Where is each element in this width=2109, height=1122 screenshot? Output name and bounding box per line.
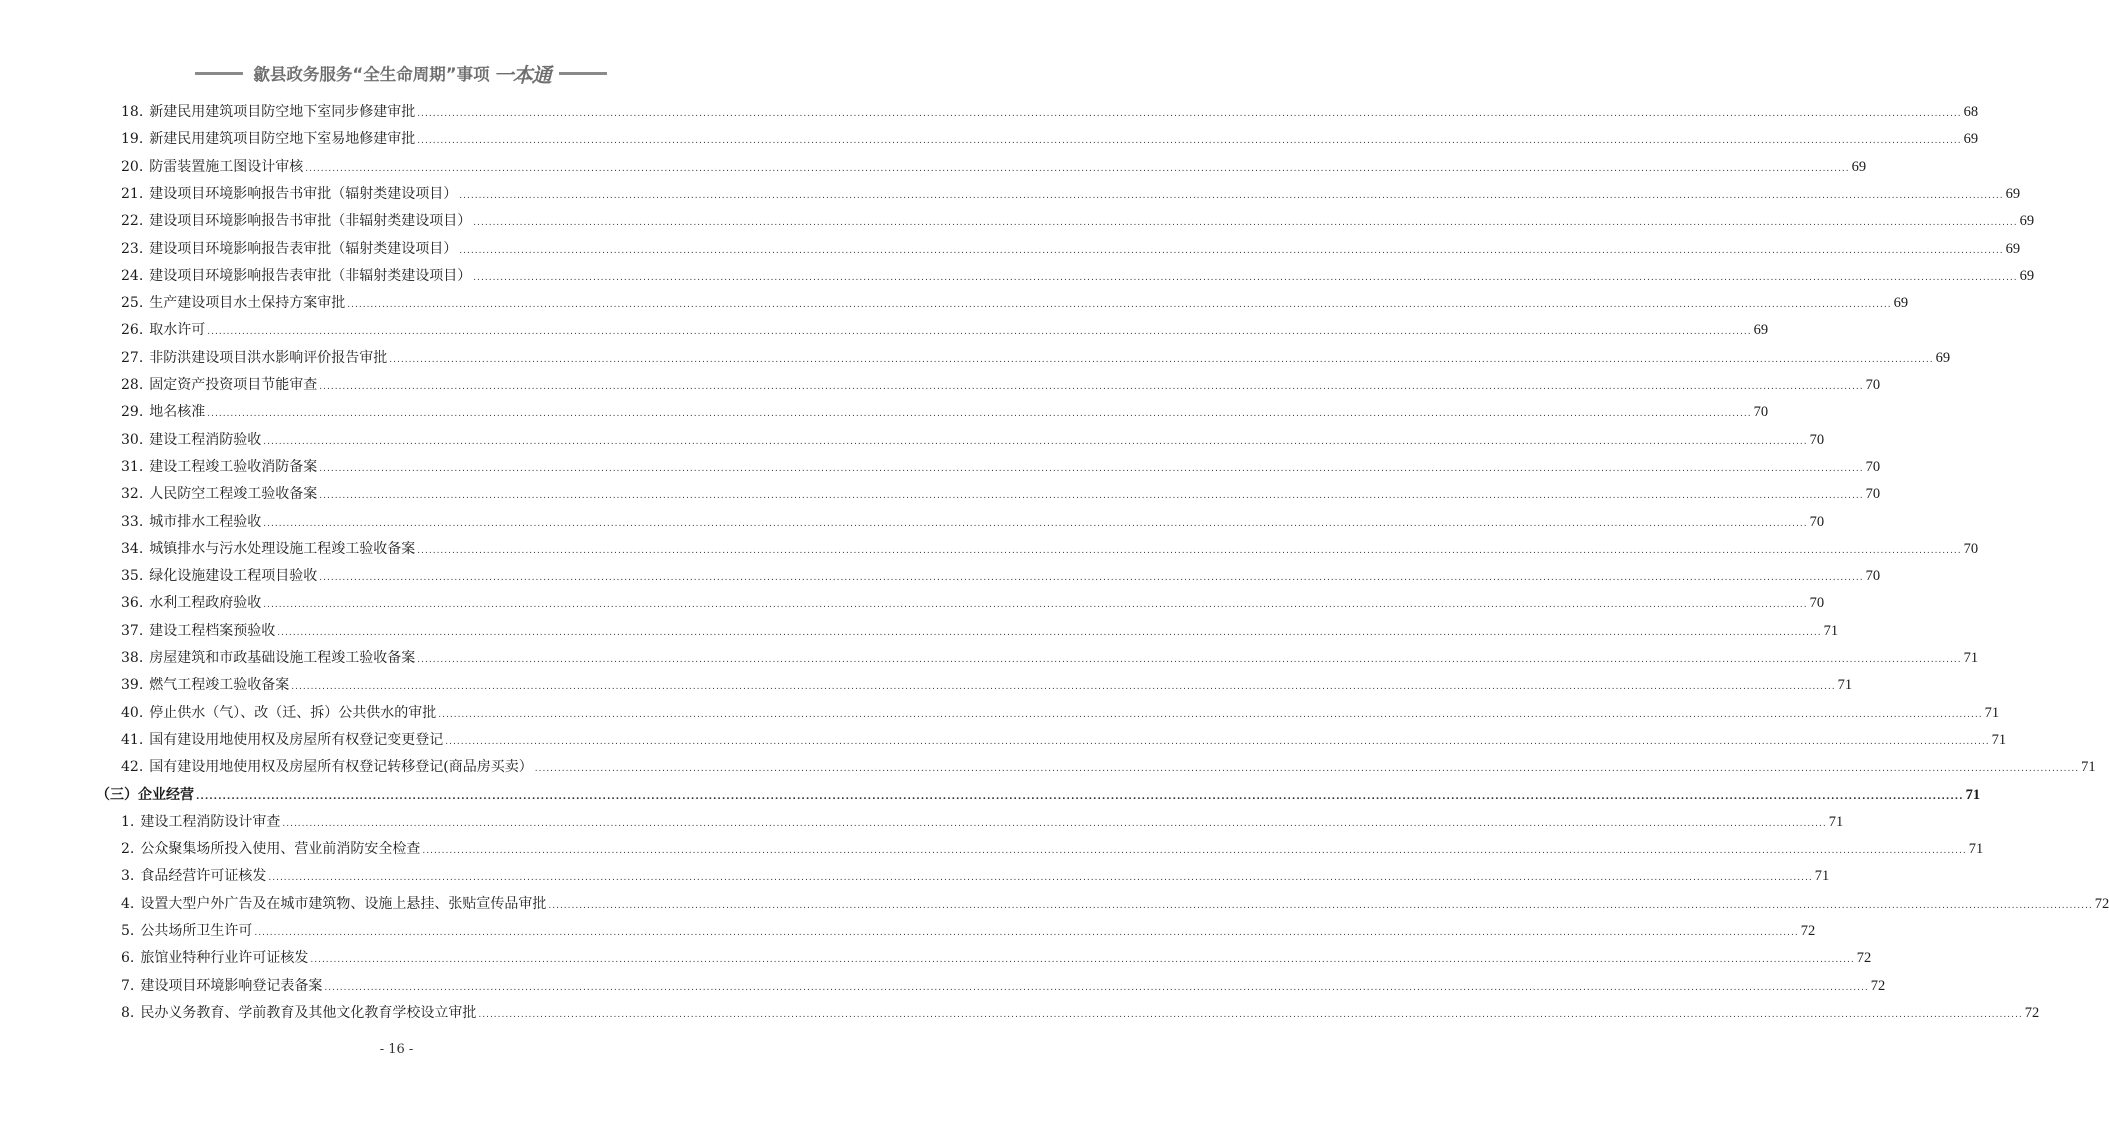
toc-entry-title: 新建民用建筑项目防空地下室易地修建审批 — [149, 131, 416, 148]
toc-entry-title: 固定资产投资项目节能审查 — [149, 377, 318, 393]
toc-leader-dots: ................................................................................................................................................................................................................................................................................................................................................................................................................ — [263, 436, 1808, 447]
toc-page-number: 71 — [1968, 841, 1984, 858]
toc-entry-number: 33. — [121, 513, 144, 530]
toc-entry-title: 设置大型户外广告及在城市建筑物、设施上悬挂、张贴宣传品审批 — [140, 895, 547, 912]
toc-leader-dots: ................................................................................................................................................................................................................................................................................................................................................................................................................ — [389, 354, 1934, 365]
toc-entry-title: 停止供水（气）、改（迁、拆）公共供水的审批 — [149, 704, 437, 721]
toc-entry[interactable] — [121, 317, 1769, 344]
toc-leader-dots: ................................................................................................................................................................................................................................................................................................................................................................................................................ — [291, 682, 1836, 693]
toc-entry[interactable] — [121, 99, 1979, 126]
toc-section-heading[interactable] — [96, 782, 1981, 809]
toc-leader-dots: ................................................................................................................................................................................................................................................................................................................................................................................................................ — [548, 900, 2093, 911]
toc-entry[interactable] — [121, 700, 2000, 727]
toc-entry-title: 取水许可 — [149, 322, 206, 339]
toc-entry[interactable] — [121, 863, 1830, 890]
toc-entry[interactable] — [121, 618, 1839, 645]
toc-leader-dots: ................................................................................................................................................................................................................................................................................................................................................................................................................ — [534, 764, 2080, 775]
toc-page-number: 72 — [2024, 1004, 2040, 1021]
toc-page-number: 70 — [1809, 513, 1825, 530]
header-rule-left — [195, 72, 243, 75]
toc-entry-number: 32. — [121, 486, 144, 503]
toc-entry-number: 20. — [121, 158, 144, 175]
toc-leader-dots: ................................................................................................................................................................................................................................................................................................................................................................................................................ — [417, 109, 1962, 119]
toc-leader-dots: ................................................................................................................................................................................................................................................................................................................................................................................................................ — [473, 272, 2018, 283]
toc-entry-number: 3. — [121, 868, 135, 885]
toc-entry[interactable] — [121, 536, 1979, 563]
toc-page-number: 69 — [1963, 131, 1979, 148]
toc-entry-title: 建设项目环境影响报告书审批（非辐射类建设项目） — [149, 213, 472, 230]
toc-leader-dots: ................................................................................................................................................................................................................................................................................................................................................................................................................ — [254, 928, 1799, 938]
toc-entry-number: 27. — [121, 349, 144, 366]
toc-entry[interactable] — [121, 973, 1886, 1000]
toc-entry-number: 36. — [121, 595, 144, 612]
toc-entry-number: 8. — [121, 1004, 135, 1021]
toc-entry[interactable] — [121, 645, 1979, 672]
toc-page-number: 70 — [1865, 458, 1881, 475]
toc-entry[interactable] — [121, 345, 1951, 372]
toc-leader-dots: ................................................................................................................................................................................................................................................................................................................................................................................................................ — [417, 545, 1962, 556]
toc-entry-title: 公共场所卫生许可 — [140, 923, 253, 939]
toc-leader-dots: ................................................................................................................................................................................................................................................................................................................................................................................................................ — [319, 491, 1864, 502]
toc-leader-dots: ................................................................................................................................................................................................................................................................................................................................................................................................................ — [459, 245, 2004, 256]
page-number: - 16 - — [379, 1042, 414, 1057]
toc-page-number: 69 — [2005, 185, 2021, 202]
toc-entry-title: 旅馆业特种行业许可证核发 — [140, 950, 309, 967]
toc-leader-dots: ................................................................................................................................................................................................................................................................................................................................................................................................................ — [422, 846, 1967, 857]
toc-entry[interactable] — [121, 672, 1853, 699]
toc-leader-dots: ................................................................................................................................................................................................................................................................................................................................................................................................................ — [305, 163, 1850, 174]
header-title: 歙县政务服务“全生命周期”事项 — [253, 65, 490, 84]
toc-leader-dots: ................................................................................................................................................................................................................................................................................................................................................................................................................ — [319, 382, 1864, 392]
toc-page-number: 69 — [2019, 213, 2035, 230]
toc-entry[interactable] — [121, 181, 2021, 208]
toc-entry-title: 房屋建筑和市政基础设施工程竣工验收备案 — [149, 650, 416, 666]
toc-entry-title: 绿化设施建设工程项目验收 — [149, 568, 318, 585]
toc-page-number: 71 — [2081, 759, 2096, 776]
toc-entry-number: 30. — [121, 431, 144, 448]
toc-entry[interactable] — [121, 836, 1984, 863]
toc-entry-title: 人民防空工程竣工验收备案 — [149, 486, 318, 503]
toc-entry-number: 41. — [121, 731, 144, 748]
toc-page-number: 71 — [1965, 786, 1981, 803]
toc-leader-dots: ................................................................................................................................................................................................................................................................................................................................................................................................................ — [263, 518, 1808, 529]
toc-page-number: 72 — [1800, 923, 1816, 939]
toc-entry-title: 建设项目环境影响报告表审批（辐射类建设项目） — [149, 240, 458, 257]
toc-entry-title: 公众聚集场所投入使用、营业前消防安全检查 — [140, 841, 421, 858]
toc-entry-number: 19. — [121, 131, 144, 148]
toc-leader-dots: ................................................................................................................................................................................................................................................................................................................................................................................................................ — [347, 300, 1892, 311]
toc-leader-dots: ................................................................................................................................................................................................................................................................................................................................................................................................................ — [207, 327, 1752, 338]
toc-entry-number: 1. — [121, 813, 135, 830]
toc-entry-title: 生产建设项目水土保持方案审批 — [149, 295, 346, 312]
toc-page-number: 70 — [1809, 595, 1825, 612]
toc-entry[interactable] — [121, 509, 1825, 536]
toc-leader-dots: ................................................................................................................................................................................................................................................................................................................................................................................................................ — [478, 1009, 2023, 1020]
toc-entry-title: 防雷装置施工图设计审核 — [149, 158, 304, 175]
toc-entry-number: 24. — [121, 267, 144, 284]
toc-page-number: 71 — [1963, 650, 1979, 666]
toc-entry-number: 2. — [121, 841, 135, 858]
toc-entry[interactable] — [121, 563, 1881, 590]
toc-leader-dots: ................................................................................................................................................................................................................................................................................................................................................................................................................ — [438, 709, 1983, 720]
toc-entry-number: 39. — [121, 677, 144, 694]
toc-entry-number: 23. — [121, 240, 144, 257]
toc-page-number: 69 — [1935, 349, 1951, 366]
header-rule-right — [559, 72, 607, 75]
toc-leader-dots: ................................................................................................................................................................................................................................................................................................................................................................................................................ — [324, 982, 1869, 993]
toc-entry-number: 31. — [121, 458, 144, 475]
toc-entry-title: 民办义务教育、学前教育及其他文化教育学校设立审批 — [140, 1004, 477, 1021]
toc-page-number: 70 — [1809, 431, 1825, 448]
toc-page-number: 71 — [1984, 704, 2000, 721]
toc-page-number: 71 — [1828, 813, 1844, 830]
toc-entry[interactable] — [121, 481, 1881, 508]
toc-entry[interactable] — [121, 918, 1816, 945]
toc-page-number: 71 — [1823, 622, 1839, 639]
toc-entry[interactable] — [121, 809, 1844, 836]
toc-entry-title: 非防洪建设项目洪水影响评价报告审批 — [149, 349, 388, 366]
toc-entry[interactable] — [121, 727, 2007, 754]
toc-entry[interactable] — [121, 427, 1825, 454]
toc-page-number: 70 — [1865, 377, 1881, 393]
toc-entry-number: 42. — [121, 759, 144, 776]
header-brand-logo: 一本通 — [493, 62, 551, 87]
toc-leader-dots: ................................................................................................................................................................................................................................................................................................................................................................................................................ — [196, 791, 1964, 802]
toc-entry-title: 建设工程消防验收 — [149, 431, 262, 448]
toc-entry[interactable] — [121, 399, 1769, 426]
toc-leader-dots: ................................................................................................................................................................................................................................................................................................................................................................................................................ — [319, 573, 1864, 584]
toc-entry-title: 建设工程档案预验收 — [149, 622, 276, 639]
toc-entry-number: 5. — [121, 923, 135, 939]
toc-page-number: 68 — [1963, 104, 1979, 120]
toc-page-number: 70 — [1865, 568, 1881, 585]
toc-entry[interactable] — [121, 208, 2035, 235]
toc-page-number: 71 — [1837, 677, 1853, 694]
toc-entry-number: 18. — [121, 104, 144, 120]
toc-entry-title: 国有建设用地使用权及房屋所有权登记变更登记 — [149, 731, 444, 748]
toc-entry-title: 食品经营许可证核发 — [140, 868, 267, 885]
toc-entry[interactable] — [121, 891, 2109, 918]
toc-leader-dots: ................................................................................................................................................................................................................................................................................................................................................................................................................ — [207, 409, 1752, 420]
toc-entry-title: 建设工程消防设计审查 — [140, 813, 281, 830]
toc-page-number: 71 — [1814, 868, 1830, 885]
toc-entry[interactable] — [121, 236, 2021, 263]
toc-entry-title: 建设项目环境影响报告书审批（辐射类建设项目） — [149, 185, 458, 202]
toc-page-number: 69 — [2019, 267, 2035, 284]
toc-page-number: 69 — [2005, 240, 2021, 257]
toc-page-number: 69 — [1893, 295, 1909, 312]
toc-entry-number: 40. — [121, 704, 144, 721]
toc-entry-number: 7. — [121, 977, 135, 994]
toc-entry[interactable] — [121, 754, 2096, 781]
toc-leader-dots: ................................................................................................................................................................................................................................................................................................................................................................................................................ — [277, 627, 1822, 638]
toc-entry-title: 城镇排水与污水处理设施工程竣工验收备案 — [149, 540, 416, 557]
toc-entry-title: 建设项目环境影响报告表审批（非辐射类建设项目） — [149, 267, 472, 284]
toc-entry[interactable] — [121, 290, 1909, 317]
toc-page-number: 70 — [1753, 404, 1769, 421]
toc-leader-dots: ................................................................................................................................................................................................................................................................................................................................................................................................................ — [268, 873, 1813, 884]
toc-page-number: 69 — [1753, 322, 1769, 339]
toc-leader-dots: ................................................................................................................................................................................................................................................................................................................................................................................................................ — [263, 600, 1808, 611]
toc-entry-number: 22. — [121, 213, 144, 230]
toc-leader-dots: ................................................................................................................................................................................................................................................................................................................................................................................................................ — [417, 136, 1962, 147]
toc-entry[interactable] — [121, 263, 2035, 290]
toc-entry-title: 建设工程竣工验收消防备案 — [149, 458, 318, 475]
toc-leader-dots: ................................................................................................................................................................................................................................................................................................................................................................................................................ — [417, 655, 1962, 665]
toc-entry-title: 建设项目环境影响登记表备案 — [140, 977, 323, 994]
toc-leader-dots: ................................................................................................................................................................................................................................................................................................................................................................................................................ — [282, 818, 1827, 829]
toc-entry[interactable] — [121, 372, 1881, 399]
toc-entry-number: 21. — [121, 185, 144, 202]
toc-entry-number: 37. — [121, 622, 144, 639]
toc-entry-number: 6. — [121, 950, 135, 967]
page-header — [186, 60, 616, 86]
toc-leader-dots: ................................................................................................................................................................................................................................................................................................................................................................................................................ — [310, 955, 1855, 966]
toc-entry-number: 29. — [121, 404, 144, 421]
toc-leader-dots: ................................................................................................................................................................................................................................................................................................................................................................................................................ — [473, 218, 2018, 229]
toc-entry-number: 34. — [121, 540, 144, 557]
toc-entry-number: 25. — [121, 295, 144, 312]
toc-section-title: （三）企业经营 — [96, 786, 194, 803]
toc-page-number: 69 — [1851, 158, 1867, 175]
toc-entry-title: 城市排水工程验收 — [149, 513, 262, 530]
toc-page-number: 72 — [1856, 950, 1872, 967]
toc-page-number: 70 — [1963, 540, 1979, 557]
toc-entry[interactable] — [121, 1000, 2040, 1027]
toc-entry[interactable] — [121, 454, 1881, 481]
toc-entry-number: 35. — [121, 568, 144, 585]
toc-entry-title: 水利工程政府验收 — [149, 595, 262, 612]
toc-entry-title: 国有建设用地使用权及房屋所有权登记转移登记(商品房买卖） — [149, 759, 533, 776]
toc-entry[interactable] — [121, 126, 1979, 153]
toc-leader-dots: ................................................................................................................................................................................................................................................................................................................................................................................................................ — [459, 190, 2004, 201]
toc-entry-number: 28. — [121, 377, 144, 393]
toc-entry[interactable] — [121, 590, 1825, 617]
toc-page-number: 72 — [2094, 895, 2109, 912]
toc-page-number: 72 — [1870, 977, 1886, 994]
toc-entry-number: 38. — [121, 650, 144, 666]
toc-entry-number: 4. — [121, 895, 135, 912]
toc-entry-title: 地名核准 — [149, 404, 206, 421]
toc-page-number: 70 — [1865, 486, 1881, 503]
toc-page-number: 71 — [1991, 731, 2007, 748]
toc-leader-dots: ................................................................................................................................................................................................................................................................................................................................................................................................................ — [319, 463, 1864, 474]
toc-entry[interactable] — [121, 945, 1872, 972]
toc-leader-dots: ................................................................................................................................................................................................................................................................................................................................................................................................................ — [445, 736, 1990, 747]
toc-entry[interactable] — [121, 154, 1867, 181]
toc-entry-title: 燃气工程竣工验收备案 — [149, 677, 290, 694]
toc-entry-number: 26. — [121, 322, 144, 339]
toc-entry-title: 新建民用建筑项目防空地下室同步修建审批 — [149, 104, 416, 120]
